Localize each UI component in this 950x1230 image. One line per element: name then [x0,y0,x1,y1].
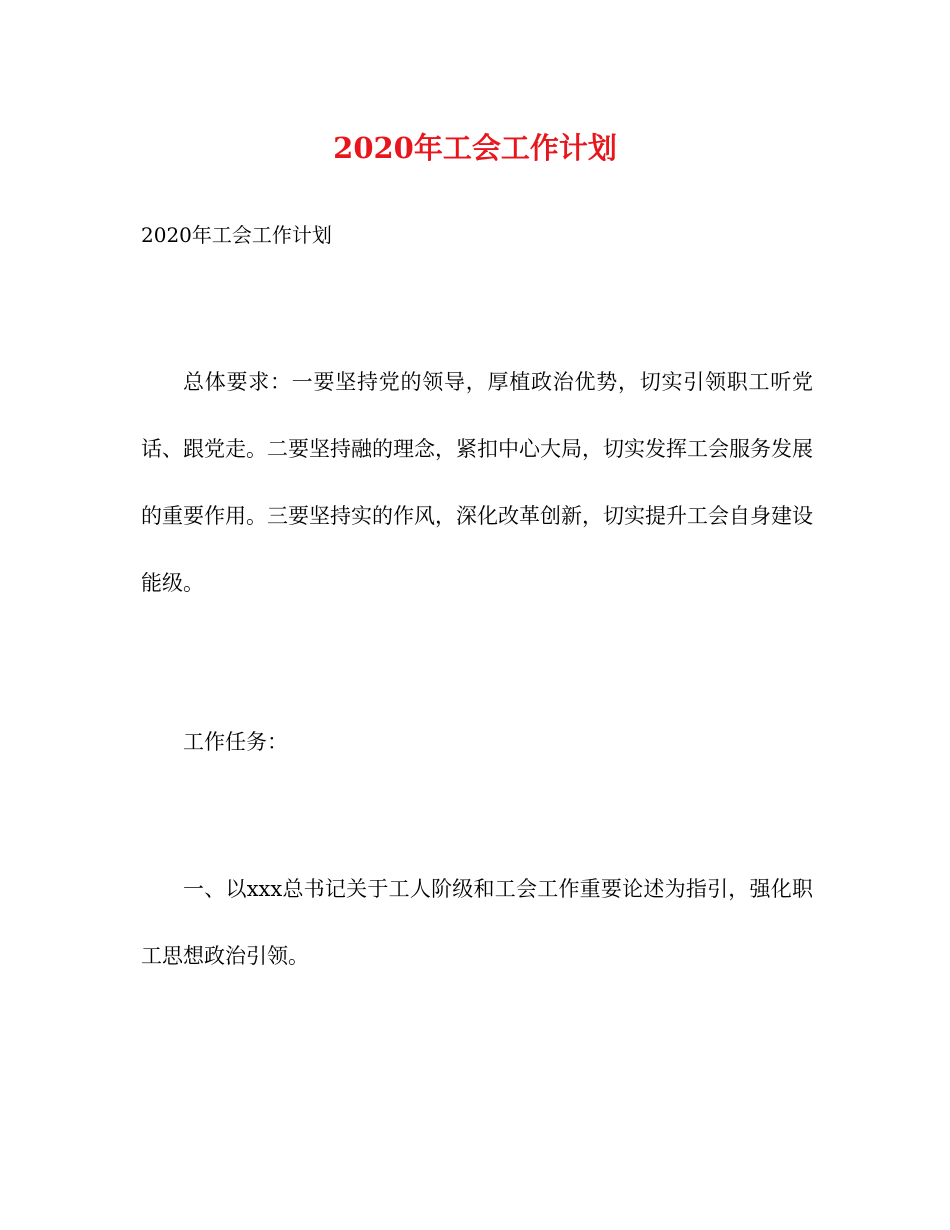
paragraph-work-tasks-heading: 工作任务： [183,730,288,754]
paragraph-task-one: 一、以xxx总书记关于工人阶级和工会工作重要论述为指引，强化职工思想政治引领。 [141,877,813,968]
document-title: 2020年工会工作计划 [333,131,617,165]
paragraph-general-requirements: 总体要求：一要坚持党的领导，厚植政治优势，切实引领职工听党话、跟党走。二要坚持融的理念，紧扣中心大局，切实发挥工会服务发展的重要作用。三要坚持实的作风，深化改革创新，切实提升工会自身建设能级。 [141,370,813,595]
document-subtitle: 2020年工会工作计划 [141,223,332,247]
